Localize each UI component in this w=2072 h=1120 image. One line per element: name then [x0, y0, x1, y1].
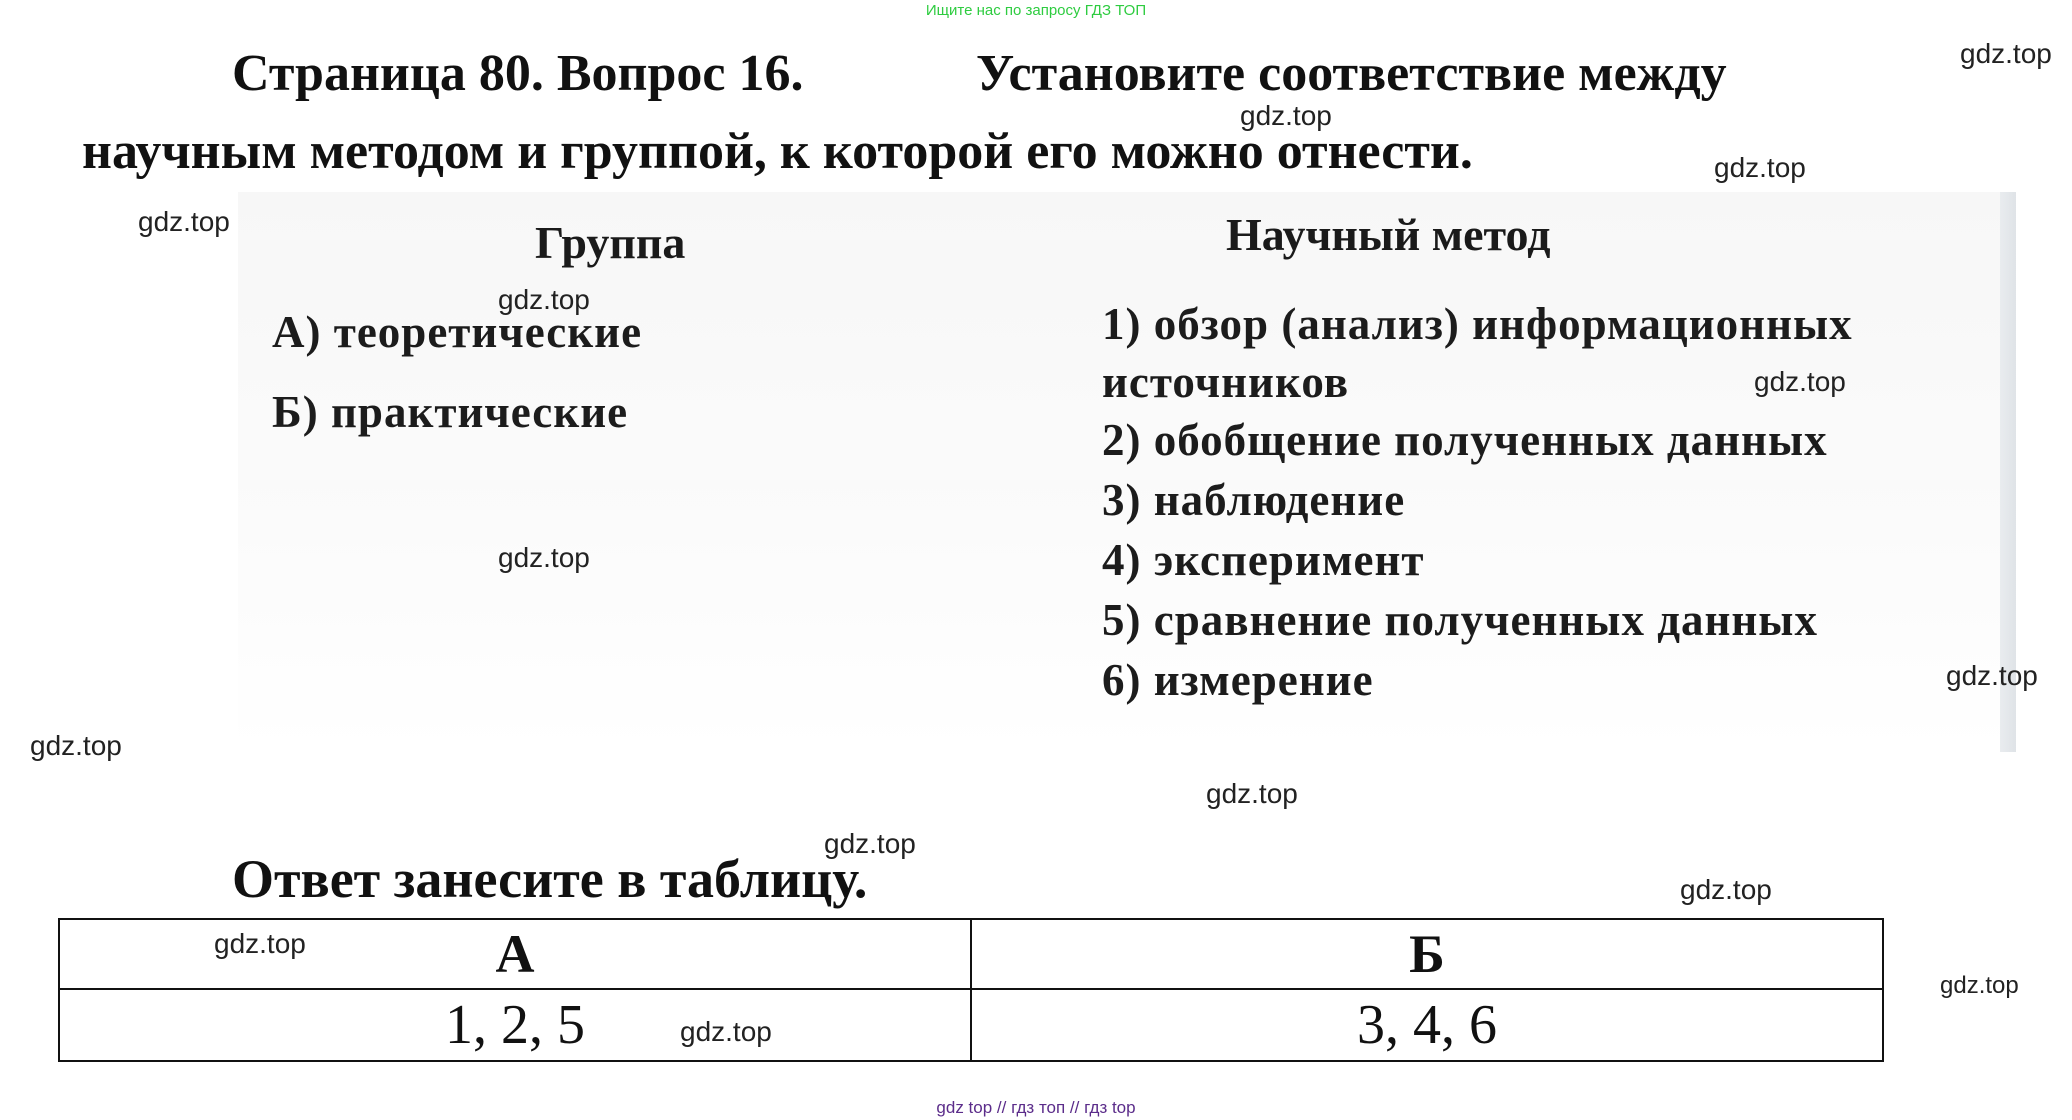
method-item-5: 5) сравнение полученных данных [1102, 595, 1818, 645]
watermark: gdz.top [1240, 100, 1332, 131]
question-title: Страница 80. Вопрос 16. [232, 45, 804, 102]
question-instruction-line2: научным методом и группой, к которой его можно отнести. [82, 123, 1473, 180]
method-column-header: Научный метод [1226, 209, 1551, 260]
method-item-6: 6) измерение [1102, 655, 1374, 705]
footer: gdz top // гдз топ // гдз top [936, 1098, 1136, 1117]
method-item-1: 1) обзор (анализ) информационных [1102, 299, 1853, 349]
method-item-1-continued: источников [1102, 357, 1349, 407]
method-item-3: 3) наблюдение [1102, 475, 1406, 525]
watermark: gdz.top [680, 1016, 772, 1047]
answer-header-b: Б [971, 919, 1883, 989]
answer-value-b: 3, 4, 6 [971, 989, 1883, 1061]
watermark: gdz.top [1946, 660, 2038, 691]
search-banner: Ищите нас по запросу ГДЗ ТОП [925, 2, 1147, 19]
watermark: gdz.top [138, 206, 230, 237]
method-item-4: 4) эксперимент [1102, 535, 1425, 585]
question-instruction: Установите соответствие между [976, 45, 1727, 102]
watermark: gdz.top [1754, 366, 1846, 397]
answer-header-a: А [59, 919, 971, 989]
watermark: gdz.top [1206, 778, 1298, 809]
watermark: gdz.top [1960, 38, 2052, 69]
watermark: gdz.top [498, 284, 590, 315]
answer-title: Ответ занесите в таблицу. [232, 849, 868, 909]
group-item-a: А) теоретические [272, 307, 643, 357]
answer-value-a: 1, 2, 5 [59, 989, 971, 1061]
watermark: gdz.top [1680, 874, 1772, 905]
watermark: gdz.top [824, 828, 916, 859]
method-item-2: 2) обобщение полученных данных [1102, 415, 1828, 465]
watermark: gdz.top [1714, 152, 1806, 183]
watermark: gdz.top [214, 928, 306, 959]
watermark: gdz.top [1940, 972, 2019, 999]
answer-value-row [59, 989, 1883, 1061]
answer-table [58, 918, 1884, 1062]
group-item-b: Б) практические [272, 387, 629, 437]
watermark: gdz.top [498, 542, 590, 573]
answer-header-row [59, 919, 1883, 989]
watermark: gdz.top [30, 730, 122, 761]
group-column-header: Группа [535, 217, 686, 268]
